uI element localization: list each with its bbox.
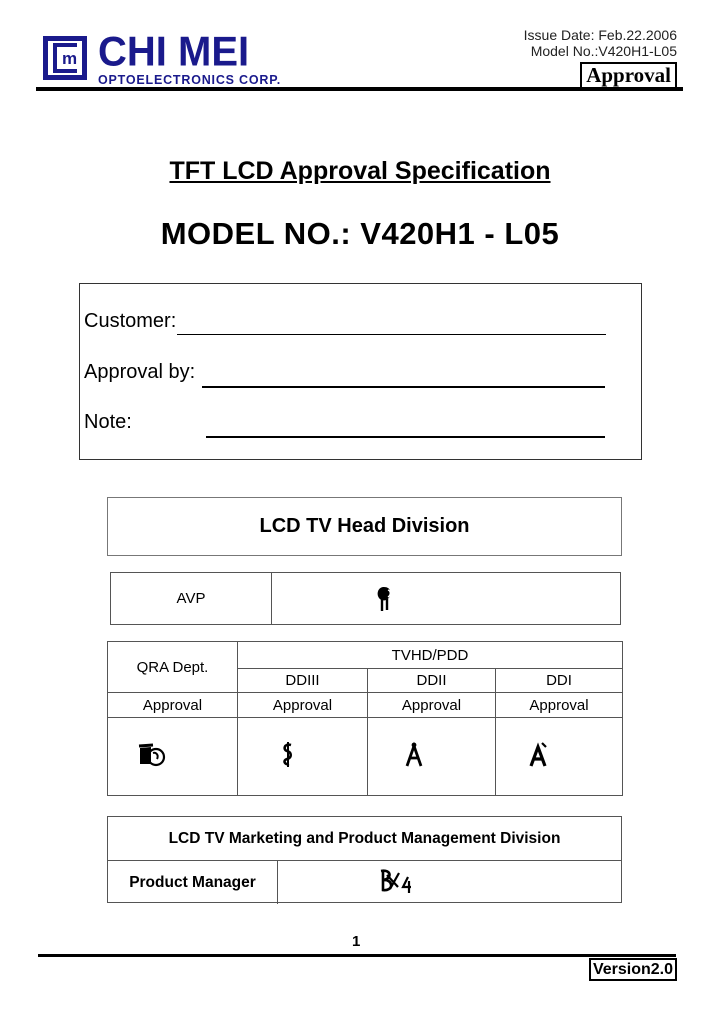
customer-fill-line xyxy=(177,334,606,335)
logo-monogram: m xyxy=(61,48,77,68)
brand-subtitle: OPTOELECTRONICS CORP. xyxy=(98,72,282,87)
customer-form-box xyxy=(79,283,642,460)
header-meta xyxy=(524,27,677,90)
footer-divider xyxy=(38,954,676,957)
tvhd-pdd-cell: TVHD/PDD xyxy=(238,642,623,669)
logo-bracket xyxy=(53,43,77,73)
note-label: Note: xyxy=(84,411,132,433)
ddi-approval-label: Approval xyxy=(496,693,623,718)
issue-date: Issue Date: Feb.22.2006 xyxy=(523,27,677,43)
ddiii-cell: DDIII xyxy=(238,669,368,693)
approval-stamp: Approval xyxy=(580,62,677,89)
product-manager-label: Product Manager xyxy=(108,861,278,904)
ddi-signature-cell xyxy=(496,718,623,796)
spec-title: TFT LCD Approval Specification xyxy=(169,157,551,185)
marketing-division-title: LCD TV Marketing and Product Management Division xyxy=(108,817,621,861)
avp-role-cell: AVP xyxy=(111,573,272,624)
company-logo xyxy=(43,28,282,87)
model-title: MODEL NO.: V420H1 - L05 xyxy=(160,216,560,251)
avp-signature-mark xyxy=(375,585,397,615)
version-badge: Version2.0 xyxy=(589,958,677,981)
qra-dept-cell: QRA Dept. xyxy=(108,642,238,693)
ddi-cell: DDI xyxy=(496,669,623,693)
brand-block xyxy=(98,28,282,87)
brand-name: CHI MEI xyxy=(98,28,250,76)
ddi-signature-mark xyxy=(527,741,551,769)
qra-signature-cell xyxy=(108,718,238,796)
product-manager-signature-mark xyxy=(378,867,416,897)
qra-approval-label: Approval xyxy=(108,693,238,718)
page-number: 1 xyxy=(352,933,361,950)
marketing-table xyxy=(107,816,622,903)
qra-signature-mark xyxy=(136,740,170,770)
note-fill-line xyxy=(206,436,605,438)
avp-signature-cell xyxy=(272,573,620,624)
header-divider xyxy=(36,87,683,91)
product-manager-signature-cell xyxy=(278,861,621,904)
ddii-approval-label: Approval xyxy=(368,693,496,718)
ddiii-signature-cell xyxy=(238,718,368,796)
avp-signature-table xyxy=(110,572,621,625)
ddiii-signature-mark xyxy=(279,741,297,769)
customer-label: Customer: xyxy=(84,310,177,332)
product-manager-row xyxy=(108,861,621,904)
division-header-box: LCD TV Head Division xyxy=(107,497,622,556)
approval-by-label: Approval by: xyxy=(84,361,196,383)
chimei-logo-icon xyxy=(43,36,87,80)
ddii-cell: DDII xyxy=(368,669,496,693)
approval-by-fill-line xyxy=(202,386,605,388)
qra-approval-table xyxy=(107,641,623,796)
model-number-line: Model No.:V420H1-L05 xyxy=(530,43,677,60)
ddii-signature-cell xyxy=(368,718,496,796)
ddiii-approval-label: Approval xyxy=(238,693,368,718)
ddii-signature-mark xyxy=(403,741,425,769)
